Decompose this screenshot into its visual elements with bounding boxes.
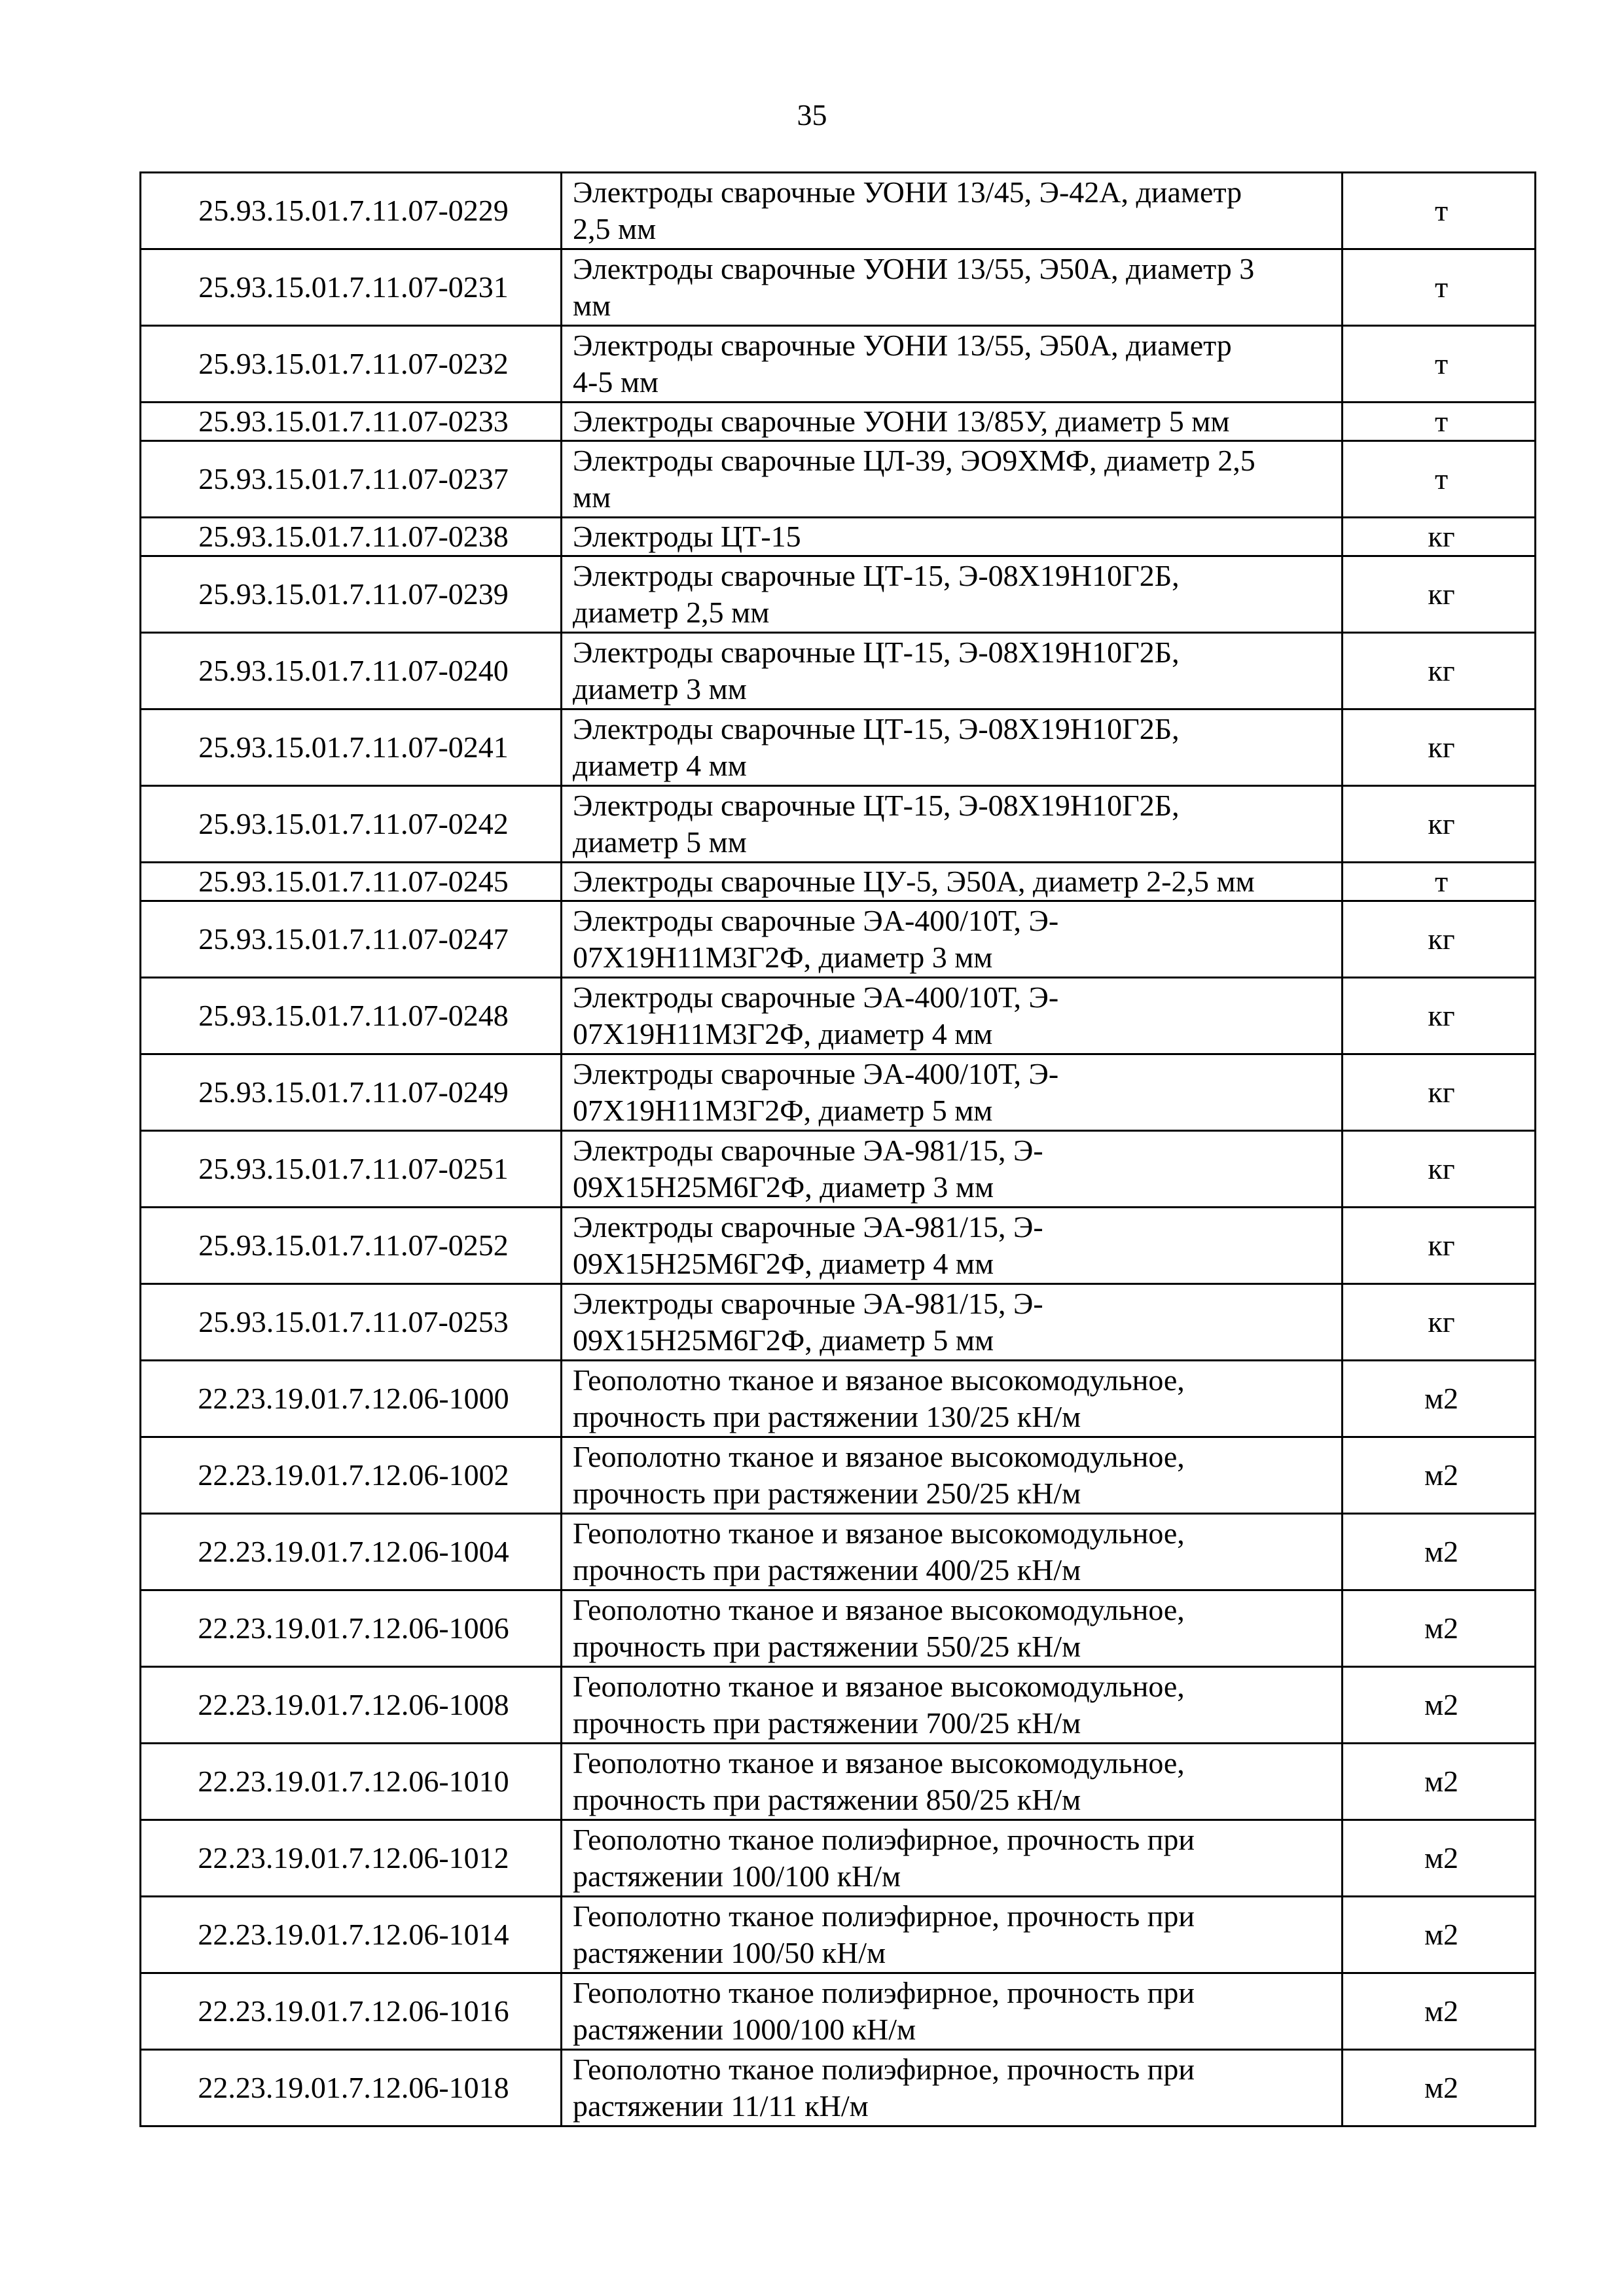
resource-name: Электроды сварочные ЦТ-15, Э-08Х19Н10Г2Б, диаметр 3 мм xyxy=(562,633,1343,709)
resource-name: Электроды сварочные ЭА-981/15, Э- 09Х15Н25М6Г2Ф, диаметр 3 мм xyxy=(562,1131,1343,1208)
table-row xyxy=(141,1361,1536,1437)
resource-code: 22.23.19.01.7.12.06-1000 xyxy=(141,1361,562,1437)
resource-code: 22.23.19.01.7.12.06-1018 xyxy=(141,2050,562,2126)
page-number: 35 xyxy=(797,98,827,132)
resource-code: 25.93.15.01.7.11.07-0240 xyxy=(141,633,562,709)
resource-name: Электроды сварочные ЦТ-15, Э-08Х19Н10Г2Б, диаметр 5 мм xyxy=(562,786,1343,863)
table-row xyxy=(141,1667,1536,1744)
table-row xyxy=(141,1820,1536,1897)
resource-name: Геополотно тканое и вязаное высокомодульное, прочность при растяжении 400/25 кН/м xyxy=(562,1514,1343,1590)
table-row xyxy=(141,326,1536,403)
resource-code: 25.93.15.01.7.11.07-0247 xyxy=(141,901,562,978)
table-row xyxy=(141,1590,1536,1667)
resource-code: 22.23.19.01.7.12.06-1006 xyxy=(141,1590,562,1667)
resource-name: Электроды сварочные ЭА-981/15, Э- 09Х15Н25М6Г2Ф, диаметр 5 мм xyxy=(562,1284,1343,1361)
table-row xyxy=(141,709,1536,786)
table-row xyxy=(141,249,1536,326)
table-row xyxy=(141,1437,1536,1514)
table-row xyxy=(141,863,1536,901)
resource-code: 25.93.15.01.7.11.07-0238 xyxy=(141,518,562,556)
resource-unit: кг xyxy=(1343,633,1536,709)
resource-unit: м2 xyxy=(1343,1820,1536,1897)
resource-unit: м2 xyxy=(1343,1667,1536,1744)
resource-unit: м2 xyxy=(1343,1590,1536,1667)
table-row xyxy=(141,1054,1536,1131)
resource-name: Геополотно тканое полиэфирное, прочность при растяжении 100/100 кН/м xyxy=(562,1820,1343,1897)
resource-unit: т xyxy=(1343,403,1536,441)
table-row xyxy=(141,441,1536,518)
resource-unit: кг xyxy=(1343,556,1536,633)
resource-unit: кг xyxy=(1343,901,1536,978)
resource-code: 25.93.15.01.7.11.07-0239 xyxy=(141,556,562,633)
table-row xyxy=(141,518,1536,556)
table-row xyxy=(141,1514,1536,1590)
resource-code: 22.23.19.01.7.12.06-1014 xyxy=(141,1897,562,1973)
resource-code: 25.93.15.01.7.11.07-0232 xyxy=(141,326,562,403)
resource-code: 22.23.19.01.7.12.06-1008 xyxy=(141,1667,562,1744)
resource-unit: м2 xyxy=(1343,1973,1536,2050)
resource-unit: т xyxy=(1343,173,1536,249)
resource-name: Геополотно тканое и вязаное высокомодульное, прочность при растяжении 550/25 кН/м xyxy=(562,1590,1343,1667)
resource-unit: м2 xyxy=(1343,1514,1536,1590)
resource-name: Геополотно тканое и вязаное высокомодульное, прочность при растяжении 250/25 кН/м xyxy=(562,1437,1343,1514)
resource-unit: м2 xyxy=(1343,2050,1536,2126)
resource-code: 25.93.15.01.7.11.07-0242 xyxy=(141,786,562,863)
table-row xyxy=(141,1208,1536,1284)
resource-unit: кг xyxy=(1343,786,1536,863)
resource-code: 22.23.19.01.7.12.06-1010 xyxy=(141,1744,562,1820)
resource-code: 22.23.19.01.7.12.06-1016 xyxy=(141,1973,562,2050)
resource-unit: т xyxy=(1343,249,1536,326)
table-row xyxy=(141,633,1536,709)
resource-name: Электроды сварочные УОНИ 13/85У, диаметр 5 мм xyxy=(562,403,1343,441)
resource-name: Электроды сварочные ЭА-400/10Т, Э- 07Х19Н11М3Г2Ф, диаметр 4 мм xyxy=(562,978,1343,1054)
table-row xyxy=(141,1973,1536,2050)
resource-table xyxy=(139,171,1536,2127)
resource-code: 25.93.15.01.7.11.07-0249 xyxy=(141,1054,562,1131)
resource-name: Геополотно тканое полиэфирное, прочность при растяжении 11/11 кН/м xyxy=(562,2050,1343,2126)
resource-unit: кг xyxy=(1343,518,1536,556)
resource-name: Геополотно тканое и вязаное высокомодульное, прочность при растяжении 700/25 кН/м xyxy=(562,1667,1343,1744)
resource-name: Электроды сварочные ЭА-981/15, Э- 09Х15Н25М6Г2Ф, диаметр 4 мм xyxy=(562,1208,1343,1284)
resource-code: 25.93.15.01.7.11.07-0233 xyxy=(141,403,562,441)
resource-unit: кг xyxy=(1343,1208,1536,1284)
resource-code: 25.93.15.01.7.11.07-0251 xyxy=(141,1131,562,1208)
resource-unit: м2 xyxy=(1343,1744,1536,1820)
resource-code: 25.93.15.01.7.11.07-0229 xyxy=(141,173,562,249)
table-row xyxy=(141,1131,1536,1208)
resource-name: Электроды ЦТ-15 xyxy=(562,518,1343,556)
resource-name: Электроды сварочные ЦЛ-39, ЭО9ХМФ, диаметр 2,5 мм xyxy=(562,441,1343,518)
resource-unit: кг xyxy=(1343,709,1536,786)
resource-code: 22.23.19.01.7.12.06-1012 xyxy=(141,1820,562,1897)
table-row xyxy=(141,1744,1536,1820)
resource-code: 25.93.15.01.7.11.07-0245 xyxy=(141,863,562,901)
resource-code: 25.93.15.01.7.11.07-0237 xyxy=(141,441,562,518)
resource-name: Геополотно тканое полиэфирное, прочность при растяжении 100/50 кН/м xyxy=(562,1897,1343,1973)
resource-code: 25.93.15.01.7.11.07-0248 xyxy=(141,978,562,1054)
resource-name: Электроды сварочные ЭА-400/10Т, Э- 07Х19Н11М3Г2Ф, диаметр 3 мм xyxy=(562,901,1343,978)
resource-unit: т xyxy=(1343,326,1536,403)
resource-unit: т xyxy=(1343,863,1536,901)
resource-unit: кг xyxy=(1343,1131,1536,1208)
resource-name: Электроды сварочные УОНИ 13/55, Э50А, диаметр 3 мм xyxy=(562,249,1343,326)
resource-unit: м2 xyxy=(1343,1361,1536,1437)
resource-name: Электроды сварочные УОНИ 13/55, Э50А, диаметр 4-5 мм xyxy=(562,326,1343,403)
resource-name: Геополотно тканое и вязаное высокомодульное, прочность при растяжении 850/25 кН/м xyxy=(562,1744,1343,1820)
resource-unit: кг xyxy=(1343,1284,1536,1361)
table-row xyxy=(141,403,1536,441)
table-row xyxy=(141,2050,1536,2126)
resource-unit: кг xyxy=(1343,978,1536,1054)
table-row xyxy=(141,1897,1536,1973)
resource-unit: т xyxy=(1343,441,1536,518)
resource-name: Геополотно тканое и вязаное высокомодульное, прочность при растяжении 130/25 кН/м xyxy=(562,1361,1343,1437)
resource-name: Геополотно тканое полиэфирное, прочность при растяжении 1000/100 кН/м xyxy=(562,1973,1343,2050)
table-row xyxy=(141,173,1536,249)
resource-code: 25.93.15.01.7.11.07-0252 xyxy=(141,1208,562,1284)
resource-name: Электроды сварочные ЦТ-15, Э-08Х19Н10Г2Б, диаметр 2,5 мм xyxy=(562,556,1343,633)
resource-name: Электроды сварочные ЦУ-5, Э50А, диаметр 2-2,5 мм xyxy=(562,863,1343,901)
table-row xyxy=(141,1284,1536,1361)
resource-code: 22.23.19.01.7.12.06-1004 xyxy=(141,1514,562,1590)
resource-name: Электроды сварочные ЭА-400/10Т, Э- 07Х19Н11М3Г2Ф, диаметр 5 мм xyxy=(562,1054,1343,1131)
resource-unit: м2 xyxy=(1343,1897,1536,1973)
resource-unit: кг xyxy=(1343,1054,1536,1131)
table-row xyxy=(141,901,1536,978)
resource-unit: м2 xyxy=(1343,1437,1536,1514)
resource-name: Электроды сварочные ЦТ-15, Э-08Х19Н10Г2Б, диаметр 4 мм xyxy=(562,709,1343,786)
resource-code: 25.93.15.01.7.11.07-0241 xyxy=(141,709,562,786)
resource-code: 22.23.19.01.7.12.06-1002 xyxy=(141,1437,562,1514)
table-row xyxy=(141,786,1536,863)
resource-code: 25.93.15.01.7.11.07-0231 xyxy=(141,249,562,326)
table-row xyxy=(141,556,1536,633)
table-row xyxy=(141,978,1536,1054)
resource-name: Электроды сварочные УОНИ 13/45, Э-42А, диаметр 2,5 мм xyxy=(562,173,1343,249)
resource-code: 25.93.15.01.7.11.07-0253 xyxy=(141,1284,562,1361)
